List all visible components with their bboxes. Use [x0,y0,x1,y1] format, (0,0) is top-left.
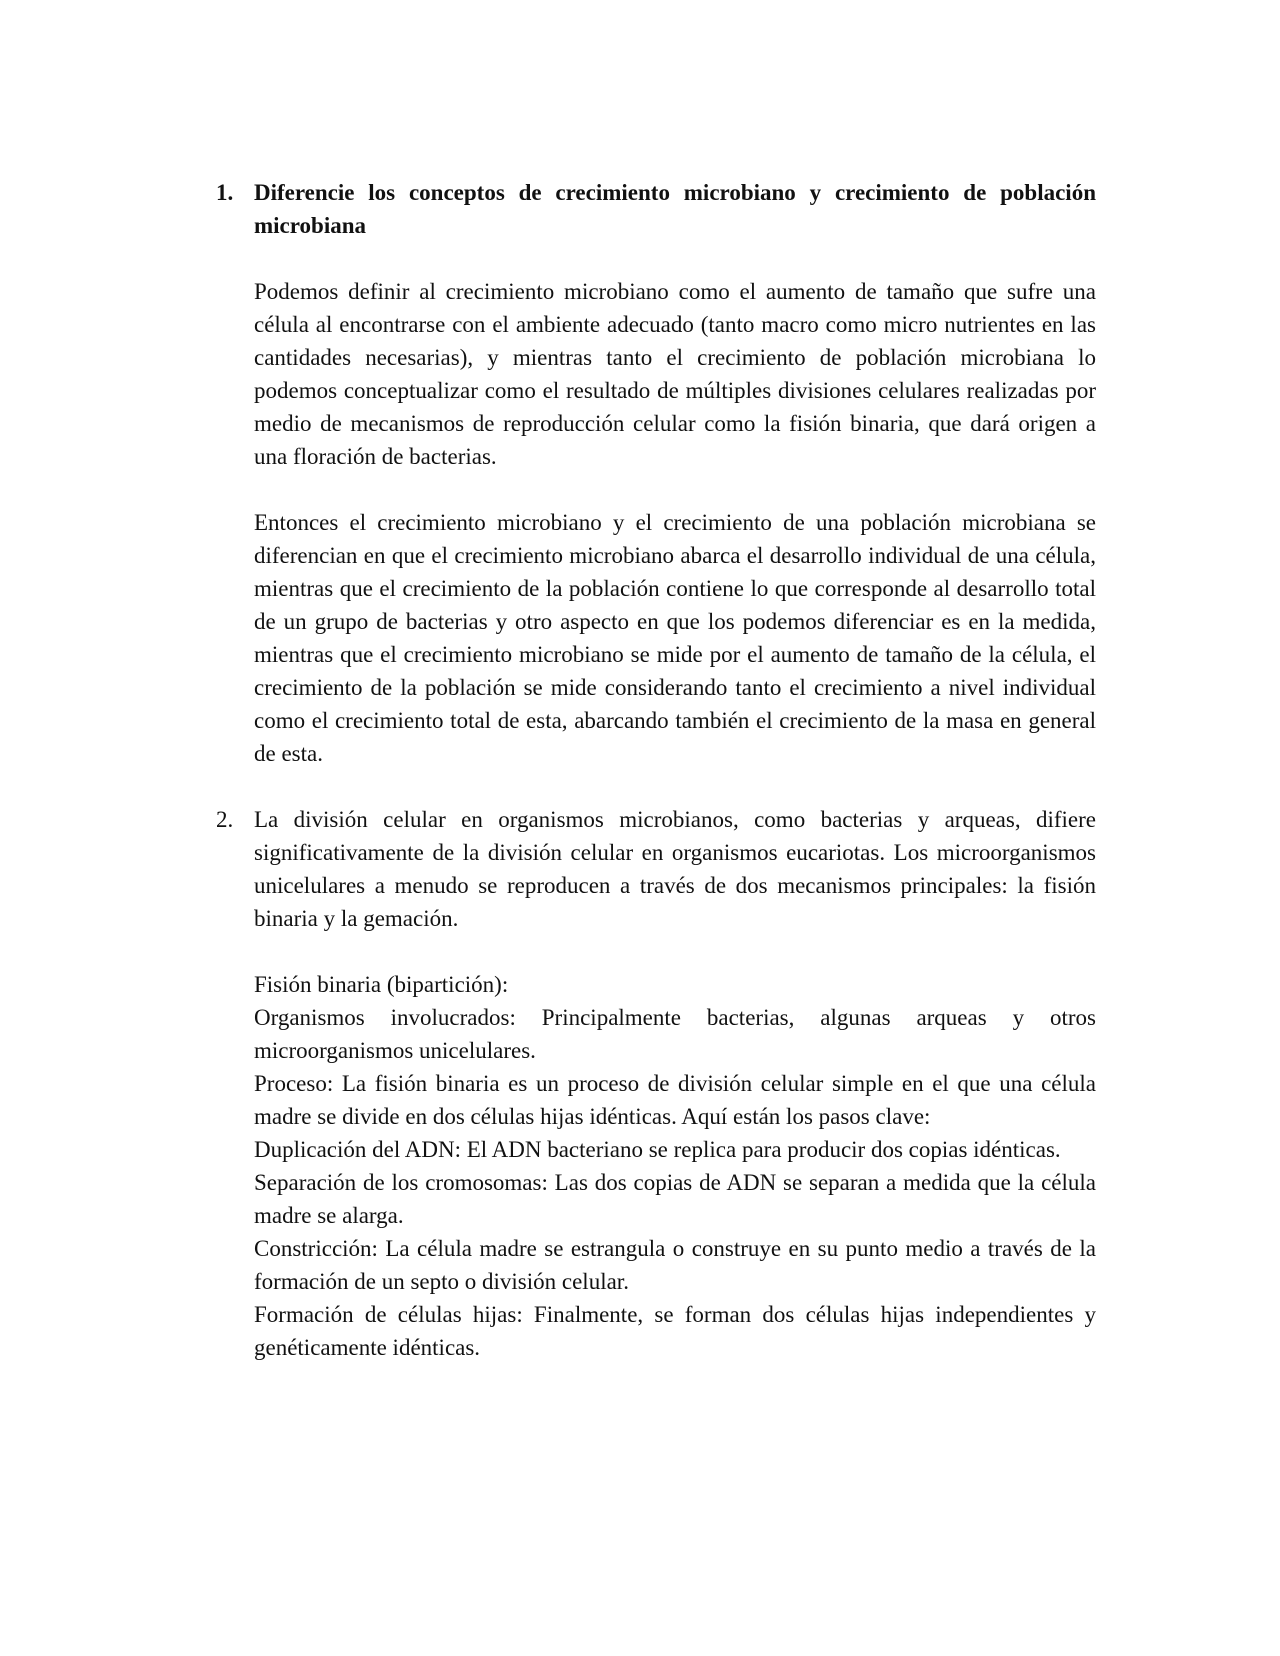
list-item-body [254,176,1096,770]
detail-line: Separación de los cromosomas: Las dos copias de ADN se separan a medida que la célula madre se alarga. [254,1170,1096,1228]
numbered-list [216,176,1096,1364]
detail-line: Formación de células hijas: Finalmente, se forman dos células hijas independientes y genéticamente idénticas. [254,1302,1096,1360]
detail-line: Duplicación del ADN: El ADN bacteriano se replica para producir dos copias idénticas. [254,1137,1061,1162]
list-number: 1. [216,180,234,205]
paragraph: Entonces el crecimiento microbiano y el crecimiento de una población microbiana se diferencian en que el crecimiento microbiano abarca el desarrollo individual de una célula, mientras que el crecimiento de la población contiene lo que corresponde al desarrollo total de un grupo de bacterias y otro aspecto en que los podemos diferenciar es en la medida, mientras que el crecimiento microbiano se mide por el aumento de tamaño de la célula, el crecimiento de la población se mide considerando tanto el crecimiento a nivel individual como el crecimiento total de esta, abarcando también el crecimiento de la masa en general de esta. [254,510,1096,766]
list-number: 2. [216,807,234,832]
detail-line: Proceso: La fisión binaria es un proceso de división celular simple en el que una célula madre se divide en dos células hijas idénticas. Aquí están los pasos clave: [254,1071,1096,1129]
paragraph: Podemos definir al crecimiento microbiano como el aumento de tamaño que sufre una célula al encontrarse con el ambiente adecuado (tanto macro como micro nutrientes en las cantidades necesarias), y mientras tanto el crecimiento de población microbiana lo podemos conceptualizar como el resultado de múltiples divisiones celulares realizadas por medio de mecanismos de reproducción celular como la fisión binaria, que dará origen a una floración de bacterias. [254,279,1096,469]
detail-line: Constricción: La célula madre se estrangula o construye en su punto medio a través de la formación de un septo o división celular. [254,1236,1096,1294]
question-heading: Diferencie los conceptos de crecimiento microbiano y crecimiento de población microbiana [254,180,1096,238]
paragraph: La división celular en organismos microbianos, como bacterias y arqueas, difiere significativamente de la división celular en organismos eucariotas. Los microorganismos unicelulares a menudo se reproducen a través de dos mecanismos principales: la fisión binaria y la gemación. [254,807,1096,931]
process-details [254,968,1096,1364]
list-item-1 [216,176,1096,770]
list-item-2 [216,803,1096,1364]
detail-line: Organismos involucrados: Principalmente bacterias, algunas arqueas y otros microorganismos unicelulares. [254,1005,1096,1063]
section-label: Fisión binaria (bipartición): [254,972,509,997]
list-item-body [254,803,1096,1364]
